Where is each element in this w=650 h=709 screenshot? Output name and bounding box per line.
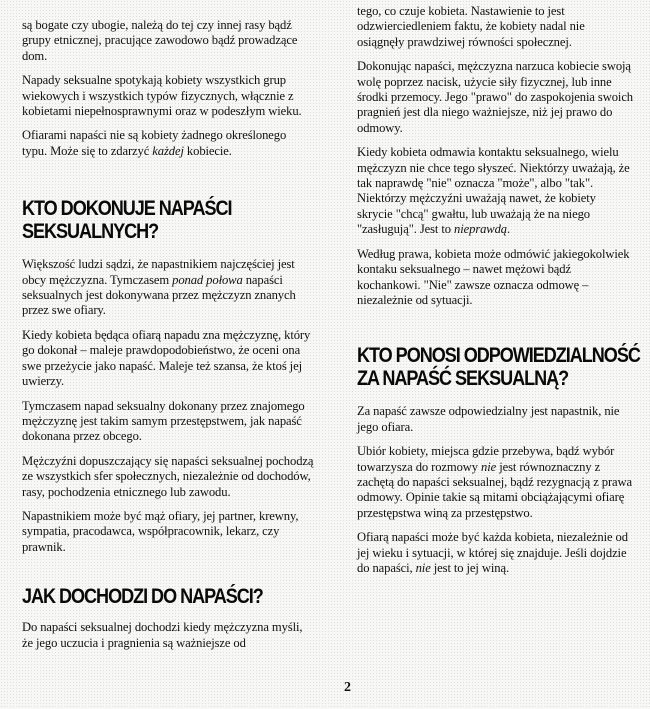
paragraph: Kiedy kobieta będąca ofiarą napadu zna mężczyznę, który go dokonał – maleje prawdopodobieństwo, że oceni ona swe przeżycie jako napaść. Maleje też szansa, że ktoś jej uwierzy. xyxy=(22,327,311,389)
emphasis: nie xyxy=(481,459,497,474)
paragraph: Według prawa, kobieta może odmówić jakiegokolwiek kontaku seksualnego – nawet mężowi bądź kochankowi. "Nie" zawsze oznacza odmowę – niezależnie od sytuacji. xyxy=(357,246,630,307)
paragraph: Za napaść zawsze odpowiedzialny jest napastnik, nie jego ofiara. xyxy=(357,404,620,434)
paragraph: Napady seksualne spotykają kobiety wszystkich grup wiekowych i wszystkich typów fizycznych, włącznie z kobietami niepełnosprawnymi oraz w podeszłym wieku. xyxy=(22,73,302,119)
emphasis: ponad połowa xyxy=(172,272,243,287)
section-heading: KTO PONOSI ODPOWIEDZIALNOŚĆ ZA NAPAŚĆ SEKSUALNĄ? xyxy=(357,344,640,391)
section-heading: KTO DOKONUJE NAPAŚCI SEKSUALNYCH? xyxy=(22,197,232,244)
paragraph: Napastnikiem może być mąż ofiary, jej partner, krewny, sympatia, pracodawca, współpracownik, lekarz, czy prawnik. xyxy=(22,508,299,554)
paragraph: Tymczasem napad seksualny dokonany przez znajomego mężczyznę jest takim samym przestępstwem, jak napaść dokonana przez obcego. xyxy=(22,398,305,444)
paragraph: Kiedy kobieta odmawia kontaktu seksualnego, wielu mężczyzn nie chce tego słyszeć. Niektórzy uważają, że tak naprawdę "nie" oznacza "może", albo "tak". Niektórzy mężczyźni uważają nawet, że kobiety skrycie "chcą" gwałtu, lub uważają że na niego "zasługują". Jest to nieprawdą. xyxy=(357,145,630,237)
paragraph: są bogate czy ubogie, należą do tej czy innej rasy bądź grupy etnicznej, pracujące zawodowo bądź prowadzące dom. xyxy=(22,18,298,63)
paragraph: Ofiarami napaści nie są kobiety żadnego określonego typu. Może się to zdarzyć każdej kobiecie. xyxy=(22,128,287,158)
section-heading: JAK DOCHODZI DO NAPAŚCI? xyxy=(22,585,263,609)
paragraph: Ubiór kobiety, miejsca gdzie przebywa, bądź wybór towarzysza do rozmowy nie jest równoznaczny z zachętą do napaści seksualnej, bądź rezygnacją z prawa odmowy. Opinie takie są mitami obciążającymi ofiarę przestępstwa winą za przestępstwo. xyxy=(357,444,633,520)
emphasis: nie xyxy=(415,560,431,575)
right-column xyxy=(357,0,640,585)
emphasis: każdej xyxy=(152,143,184,158)
paragraph: Dokonując napaści, mężczyzna narzuca kobiecie swoją wolę poprzez nacisk, użycie siły fizycznej, lub inne środki przemocy. Jego "prawo" do zaspokojenia swoich pragnień jest dla niego ważniejsze, niż jej prawo do odmowy. xyxy=(357,59,634,135)
page-number: 2 xyxy=(344,680,351,695)
paragraph: Większość ludzi sądzi, że napastnikiem najczęściej jest obcy mężczyzna. Tymczasem ponad połowa napaści seksualnych jest dokonywana przez mężczyzn znanych przez swe ofiary. xyxy=(22,257,296,318)
emphasis: nieprawdą xyxy=(454,222,508,237)
paragraph: Ofiarą napaści może być każda kobieta, niezależnie od jej wieku i sytuacji, w której się znajduje. Jeśli dojdzie do napaści, nie jest to jej winą. xyxy=(357,530,628,575)
paragraph: tego, co czuje kobieta. Nastawienie to jest odzwierciedleniem faktu, że kobiety nadal nie osiągnęły prawdziwej równości społecznej. xyxy=(357,4,585,49)
paragraph: Do napaści seksualnej dochodzi kiedy mężczyzna myśli, że jego uczucia i pragnienia są ważniejsze od xyxy=(22,620,303,650)
left-column xyxy=(22,0,314,660)
paragraph: Mężczyźni dopuszczający się napaści seksualnej pochodzą ze wszystkich sfer społecznych, niezależnie od dochodów, rasy, pochodzenia etnicznego lub zawodu. xyxy=(22,453,314,499)
